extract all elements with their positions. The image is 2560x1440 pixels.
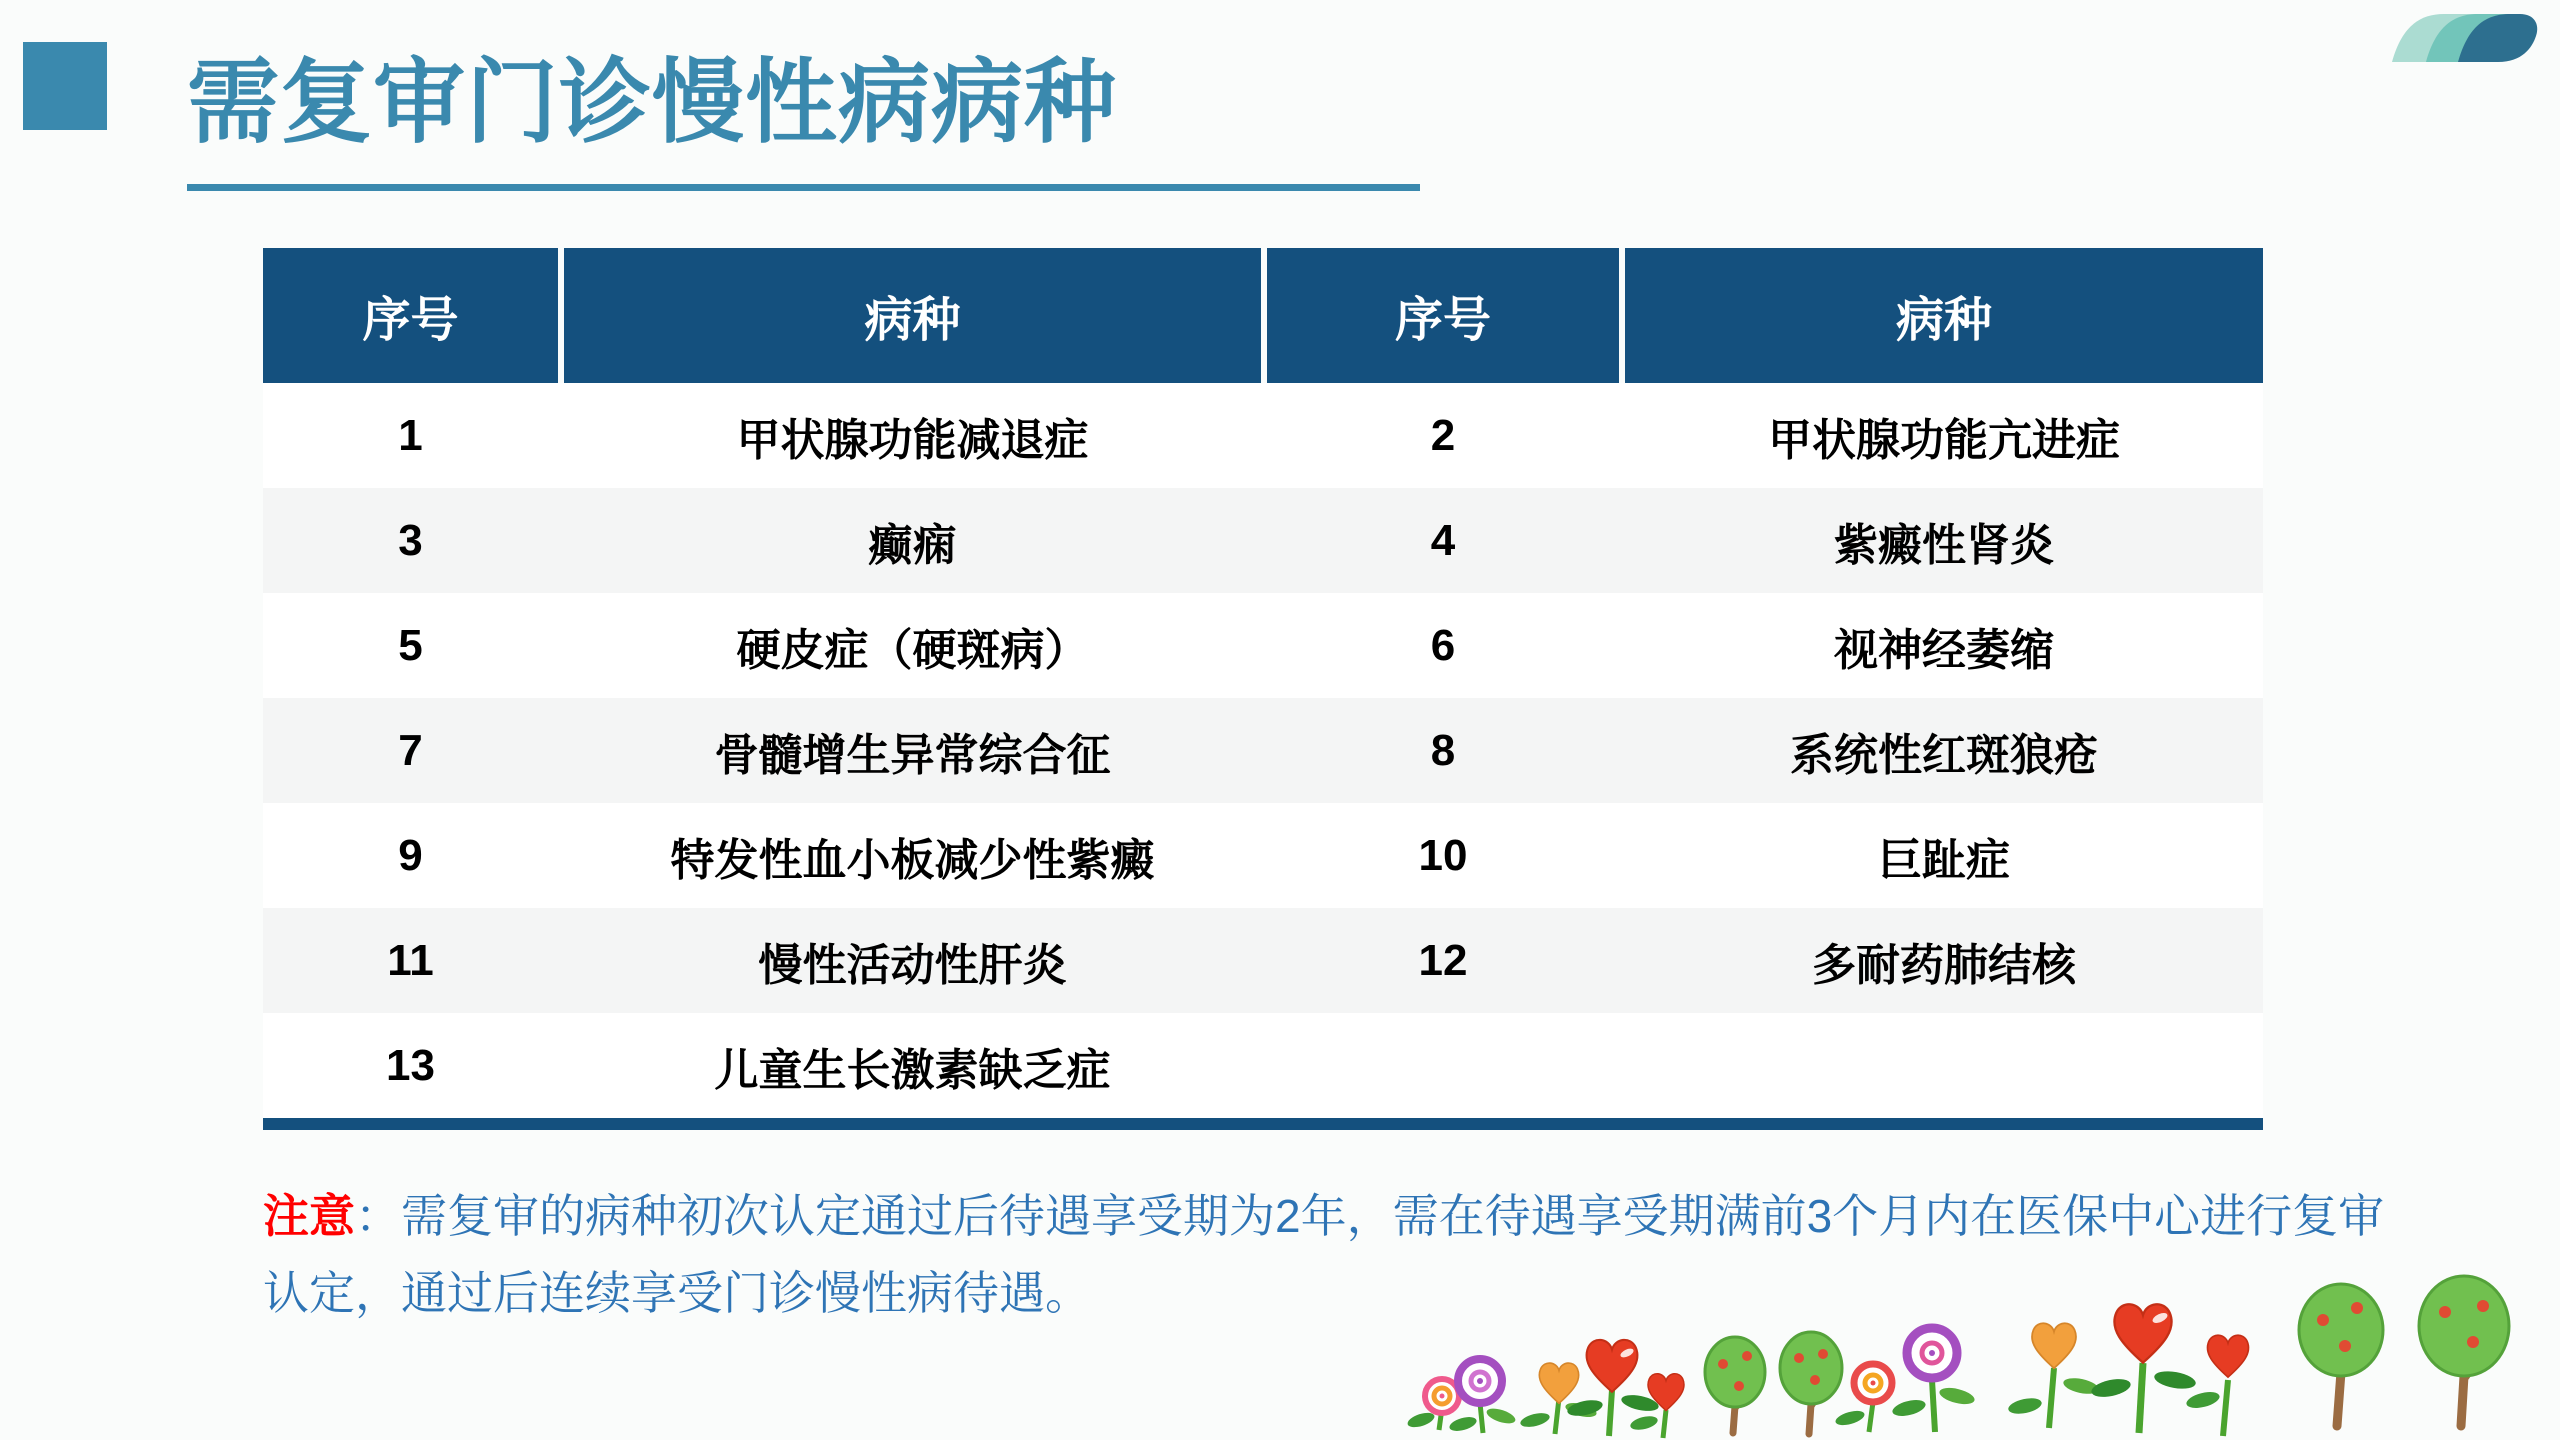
table-row (263, 383, 2263, 488)
table-row (263, 1013, 2263, 1118)
note-text: 需复审的病种初次认定通过后待遇享受期为2年，需在待遇享受期满前3个月内在医保中心进行复审 (401, 1190, 2385, 1242)
title-underline (187, 184, 1420, 191)
swoosh-leaves-icon (2386, 6, 2546, 66)
heart-flower-icon (2090, 1304, 2197, 1433)
row-index: 2 (1430, 410, 1456, 460)
column-header: 序号 (263, 248, 558, 383)
row-index: 7 (398, 725, 423, 775)
table-row (263, 698, 2263, 803)
disease-name (1625, 1013, 2263, 1118)
row-index: 5 (398, 620, 423, 670)
note-colon: ： (355, 1190, 401, 1242)
heart-flower-icon (2007, 1323, 2100, 1428)
disease-name: 儿童生长激素缺乏症 (714, 1045, 1111, 1095)
disease-name: 骨髓增生异常综合征 (714, 730, 1111, 780)
row-index: 13 (386, 1040, 435, 1090)
tree-icon (2299, 1284, 2383, 1426)
disease-name: 特发性血小板减少性紫癜 (670, 835, 1155, 885)
page-title: 需复审门诊慢性病病种 (187, 52, 1118, 154)
disease-name: 多耐药肺结核 (1812, 940, 2076, 990)
table-row (263, 803, 2263, 908)
table-row (263, 488, 2263, 593)
disease-table (263, 248, 2263, 1130)
row-index: 3 (398, 515, 423, 565)
disease-name: 紫癜性肾炎 (1834, 520, 2054, 570)
table-row (263, 593, 2263, 698)
garden-decoration (1395, 1268, 2560, 1440)
disease-name: 系统性红斑狼疮 (1790, 730, 2098, 780)
column-header: 病种 (564, 248, 1261, 383)
column-header: 病种 (1625, 248, 2263, 383)
heart-flower-icon (1519, 1363, 1598, 1434)
disease-name: 慢性活动性肝炎 (758, 940, 1067, 990)
ring-flower-icon (1406, 1379, 1459, 1430)
disease-name: 甲状腺功能减退症 (736, 415, 1089, 465)
tree-icon (2419, 1276, 2509, 1426)
ring-flower-icon (1891, 1328, 1976, 1432)
table-bottom-border (263, 1118, 2263, 1130)
note-text: 认定，通过后连续享受门诊慢性病待遇。 (263, 1267, 1091, 1319)
row-index: 4 (1430, 515, 1456, 565)
tree-icon (1780, 1332, 1842, 1434)
disease-name: 硬皮症（硬斑病） (736, 625, 1089, 675)
row-index: 12 (1418, 935, 1468, 985)
row-index: 8 (1430, 725, 1456, 775)
row-index: 6 (1430, 620, 1456, 670)
disease-name: 癫痫 (868, 520, 957, 570)
table-row (263, 908, 2263, 1013)
disease-name: 视神经萎缩 (1834, 625, 2054, 675)
row-index: 1 (398, 410, 423, 460)
row-index: 11 (387, 935, 434, 985)
disease-name: 巨趾症 (1878, 835, 2010, 885)
row-index (1267, 1013, 1619, 1118)
note-line-1 (263, 1178, 2403, 1255)
title-accent-square (23, 42, 107, 130)
column-header: 序号 (1267, 248, 1619, 383)
row-index: 10 (1418, 830, 1468, 880)
row-index: 9 (398, 830, 423, 880)
tree-icon (1705, 1337, 1765, 1433)
disease-name: 甲状腺功能亢进症 (1768, 415, 2120, 465)
table-header-row (263, 248, 2263, 383)
note-label: 注意 (263, 1190, 355, 1242)
